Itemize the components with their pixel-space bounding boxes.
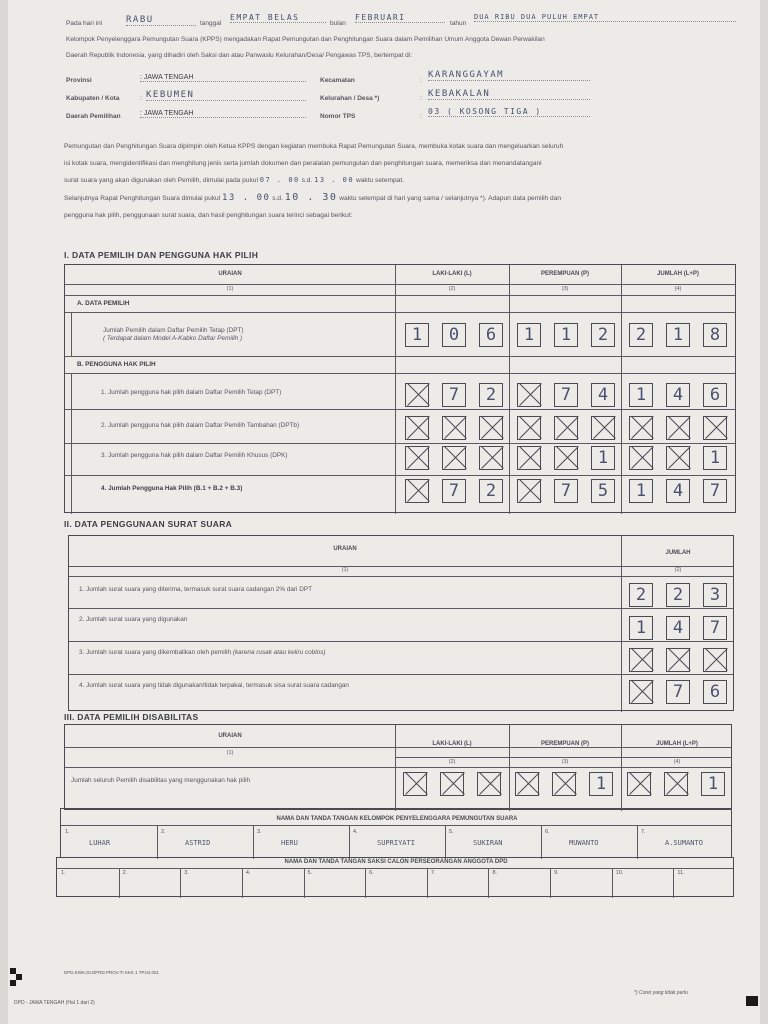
row-b1-female-digit-box: 7 xyxy=(554,383,578,407)
tps-value: 03 ( KOSONG TIGA ) xyxy=(428,107,590,117)
ballot-s2r4-digit-box: 6 xyxy=(703,680,727,704)
row-b1-label: 1. Jumlah pengguna hak pilih dalam Daftar Pemilih Tetap (DPT) xyxy=(101,389,282,396)
kpps-member-number: 7. xyxy=(641,829,646,835)
s3-col-num-2: (2) xyxy=(448,759,456,765)
row-b1-male-digit-box xyxy=(405,383,429,407)
s2-row-2-label: 2. Jumlah surat suara yang digunakan xyxy=(79,616,188,623)
witness-number: 3. xyxy=(184,870,189,876)
kpps-member-number: 4. xyxy=(353,829,358,835)
regency-label: Kabupaten / Kota xyxy=(66,95,120,102)
disability-total-digit-box xyxy=(664,772,688,796)
form-sheet: Pada hari ini RABU tanggal EMPAT BELAS bulan FEBRUARI tahun DUA RIBU DUA PULUH EMPAT Kelompok Penyelenggara Pemungutan Suara (KPPS) mengadakan Rapat Pemungutan dan Penghitungan Suara dalam Pemilihan Umum Anggota Dewan Perwakilan Daerah Republik Indonesia, yang dihadiri oleh Saksi dan atau Panwaslu Kelurahan/Desa/ Pengawas TPS, bertempat di: Provinsi : JAWA TENGAH Kabupaten / Kota : KEBUMEN Daerah Pemilihan : JAWA TENGAH Kecamatan : KARANGGAYAM Kelurahan / Desa *) : KEBAKALAN Nomor TPS : 03 ( KOSONG TIGA ) Pemungutan dan Penghitungan Suara dipimpin oleh Ketua KPPS dengan kegiatan membuka Rapat Pemungutan Suara, membuka kotak suara dan mengeluarkan seluruh isi kotak suara, mengidentifikasi dan menghitung jenis serta jumlah dokumen dan peralatan pemungutan dan penghitungan suara, memeriksa dan menandatangani surat suara yang akan digunakan oleh Pemilih, dimulai pada pukul 07 . 00 s.d. 13 . 00 waktu setempat. Selanjutnya Rapat Penghitungan Suara dimulai pukul 13 . 00 s.d. 10 . 30 waktu setempat di hari yang sama / selanjutnya *). Adapun data pemilih dan pengguna hak pilih, penggunaan surat suara, dan hasil penghitungan suara terinci sebagai berikut: I. DATA PEMILIH DAN PENGGUNA HAK PILIH URAIAN LAKI-LAKI (L) PEREMPUAN (P) JUMLAH (L+P) (1) (2) (3) (4) A. DATA PEMILIH Jumlah Pemilih dalam Daftar Pemilih Tetap (DPT) ( Terdapat dalam Model A-Kabko Daftar Pemilih ) B. PENGGUNA HAK PILIH 1. Jumlah pengguna hak pilih dalam Daftar Pemilih Tetap (DPT) 2. Jumlah pengguna hak pilih dalam Daftar Pemilih Tambahan (DPTb) 3. Jumlah pengguna hak pilih dalam Daftar Pemilih Khusus (DPK) 4. Jumlah Pengguna Hak Pilih (B.1 + B.2 + B.3) II. DATA PENGGUNAAN SURAT SUARA URAIAN JUMLAH (1) (2) 1. Jumlah surat suara yang diterima, termasuk surat suara cadangan 2% dari DPT 2. Jumlah surat suara yang digunakan 3. Jumlah surat suara yang dikembalikan oleh pemilih (karena rusak atau keliru coblos) 4. Jumlah surat suara yang tidak digunakan/tidak terpakai, termasuk sisa surat suara cadangan III. DATA PEMILIH DISABILITAS URAIAN LAKI-LAKI (L) PEREMPUAN (P) JUMLAH (L+P) (1) (2) (3) (4) Jumlah seluruh Pemilih disabilitas yang menggunakan hak pilih NAMA DAN TANDA TANGAN KELOMPOK PENYELENGGARA PEMUNGUTAN SUARA 1. LUHAR 2. ASTRID 3. HERU 4. SUPRIYATI 5. SUKIRAN 6. MUWANTO 7. A.SUMANTO NAMA DAN TANDA TANGAN SAKSI CALON PERSEORANGAN ANGGOTA DPD 1. 2. 3. 4. 5. 6. 7. 8. 9. 10. 11. DPD.KWK.DI.DPRD.PROV.TI KKK 1 TP.04.001 *) Coret yang tidak perlu DPD - JAWA TENGAH (Hal 1 dari 2) 1 0 6 1 1 2 2 1 8 7 2 7 4 1 4 6 1 1 7 2 7 5 1 4 7 2 2 3 1 4 7 7 6 1 1 xyxy=(8,0,760,1024)
witness-number: 7. xyxy=(430,870,436,876)
row-b2-female-digit-box xyxy=(554,416,578,440)
s2-col-total: JUMLAH xyxy=(665,550,691,556)
row-b3-male-digit-box xyxy=(442,446,466,470)
row-b4-total-digit-box: 7 xyxy=(703,479,727,503)
header-line-3: Daerah Republik Indonesia, yang dihadiri oleh Saksi dan atau Panwaslu Kelurahan/Desa/ Pengawas TPS, bertempat di: xyxy=(66,52,413,59)
s3-col-male: LAKI-LAKI (L) xyxy=(432,741,472,747)
s3-row-1-label: Jumlah seluruh Pemilih disabilitas yang menggunakan hak pilih xyxy=(71,777,251,784)
row-b2-male-digit-box xyxy=(405,416,429,440)
s3-col-female: PEREMPUAN (P) xyxy=(540,741,589,747)
district-label: Kecamatan xyxy=(320,77,355,84)
disability-voters-table xyxy=(64,724,732,810)
kpps-member-number: 6. xyxy=(545,829,550,835)
s2-row-3-label: 3. Jumlah surat suara yang dikembalikan oleh pemilih (karena rusak atau keliru coblos) xyxy=(79,649,326,656)
s3-col-uraian: URAIAN xyxy=(218,733,242,739)
row-a1-male-digit-box: 0 xyxy=(442,323,466,347)
col-num-2: (2) xyxy=(448,286,456,292)
row-b3-female-digit-box xyxy=(554,446,578,470)
witness-number: 10. xyxy=(615,870,624,876)
header-date-label: tanggal xyxy=(200,20,222,27)
col-num-4: (4) xyxy=(674,286,682,292)
header-day-label: Pada hari ini xyxy=(66,20,103,27)
row-b2-label: 2. Jumlah pengguna hak pilih dalam Daftar Pemilih Tambahan (DPTb) xyxy=(101,422,300,429)
footer-note: *) Coret yang tidak perlu xyxy=(634,990,688,996)
paragraph-line-1: Pemungutan dan Penghitungan Suara dipimpin oleh Ketua KPPS dengan kegiatan membuka Rapat Pemungutan Suara, membuka kotak suara dan mengeluarkan seluruh xyxy=(64,143,564,150)
header-year-label: tahun xyxy=(450,20,467,27)
row-b4-label: 4. Jumlah Pengguna Hak Pilih (B.1 + B.2 + B.3) xyxy=(101,485,243,492)
row-b3-label: 3. Jumlah pengguna hak pilih dalam Daftar Pemilih Khusus (DPK) xyxy=(101,452,288,459)
row-b3-male-digit-box xyxy=(405,446,429,470)
section-1-title: I. DATA PEMILIH DAN PENGGUNA HAK PILIH xyxy=(64,250,259,260)
row-b1-total-digit-box: 1 xyxy=(629,383,653,407)
ballot-s2r1-digit-box: 3 xyxy=(703,583,727,607)
ballot-s2r1-digit-box: 2 xyxy=(629,583,653,607)
kpps-member-number: 5. xyxy=(449,829,454,835)
s2-col-num-1: (1) xyxy=(341,567,349,573)
footer-code: DPD.KWK.DI.DPRD.PROV.TI KKK 1 TP.04.001 xyxy=(64,970,159,975)
row-b3-female-digit-box xyxy=(517,446,541,470)
section-b-title: B. PENGGUNA HAK PILIH xyxy=(77,361,156,368)
row-b4-female-digit-box: 5 xyxy=(591,479,615,503)
header-month-value: FEBRUARI xyxy=(355,13,445,23)
kpps-signature-table xyxy=(60,808,732,858)
registration-mark xyxy=(746,996,758,1006)
row-b1-male-digit-box: 2 xyxy=(479,383,503,407)
ballot-s2r2-digit-box: 1 xyxy=(629,616,653,640)
kpps-member-signature: ASTRID xyxy=(185,839,211,847)
s3-col-num-4: (4) xyxy=(673,759,681,765)
row-b2-total-digit-box xyxy=(703,416,727,440)
registration-mark xyxy=(10,980,16,986)
ballot-s2r2-digit-box: 4 xyxy=(666,616,690,640)
regency-value: KEBUMEN xyxy=(146,90,306,101)
electoral-district-value: : JAWA TENGAH xyxy=(140,110,306,118)
witness-number: 11. xyxy=(677,870,685,876)
row-b3-male-digit-box xyxy=(479,446,503,470)
province-label: Provinsi xyxy=(66,77,92,84)
ballot-s2r4-digit-box xyxy=(629,680,653,704)
s2-row-4-label: 4. Jumlah surat suara yang tidak digunakan/tidak terpakai, termasuk sisa surat suara cadangan xyxy=(79,682,349,689)
header-line-2: Kelompok Penyelenggara Pemungutan Suara (KPPS) mengadakan Rapat Pemungutan dan Penghitungan Suara dalam Pemilihan Umum Anggota Dewan Perwakilan xyxy=(66,36,545,43)
witness-number: 6. xyxy=(369,870,374,876)
witness-number: 8. xyxy=(492,870,498,876)
row-a1-female-digit-box: 2 xyxy=(591,323,615,347)
disability-male-digit-box xyxy=(440,772,464,796)
row-a1-label: Jumlah Pemilih dalam Daftar Pemilih Tetap (DPT) xyxy=(103,327,244,334)
header-day-value: RABU xyxy=(126,15,196,26)
ballot-s2r2-digit-box: 7 xyxy=(703,616,727,640)
disability-female-digit-box xyxy=(515,772,539,796)
province-value: : JAWA TENGAH xyxy=(140,74,306,82)
kpps-member-signature: SUPRIYATI xyxy=(377,839,415,847)
row-b1-male-digit-box: 7 xyxy=(442,383,466,407)
row-b2-male-digit-box xyxy=(479,416,503,440)
witness-number: 4. xyxy=(245,870,251,876)
row-b4-male-digit-box xyxy=(405,479,429,503)
row-b1-total-digit-box: 6 xyxy=(703,383,727,407)
col-num-3: (3) xyxy=(561,286,569,292)
ballot-s2r3-digit-box xyxy=(703,648,727,672)
kpps-member-signature: HERU xyxy=(281,839,298,847)
kpps-member-signature: LUHAR xyxy=(89,839,111,847)
paragraph-line-2: isi kotak suara, mengidentifikasi dan menghitung jenis serta jumlah dokumen dan peralatan pemungutan dan penghitungan suara, memeriksa dan menandatangani xyxy=(64,160,542,167)
row-a1-female-digit-box: 1 xyxy=(554,323,578,347)
ballot-s2r3-digit-box xyxy=(666,648,690,672)
disability-total-digit-box xyxy=(627,772,651,796)
row-b2-total-digit-box xyxy=(629,416,653,440)
row-b4-female-digit-box: 7 xyxy=(554,479,578,503)
row-b2-female-digit-box xyxy=(517,416,541,440)
col-female: PEREMPUAN (P) xyxy=(540,271,589,277)
section-2-title: II. DATA PENGGUNAAN SURAT SUARA xyxy=(64,519,233,529)
row-b2-female-digit-box xyxy=(591,416,615,440)
row-b2-total-digit-box xyxy=(666,416,690,440)
col-total: JUMLAH (L+P) xyxy=(657,271,699,277)
witness-number: 5. xyxy=(307,870,313,876)
registration-mark xyxy=(16,974,22,980)
row-b3-total-digit-box: 1 xyxy=(703,446,727,470)
row-b1-female-digit-box xyxy=(517,383,541,407)
s2-col-num-2: (2) xyxy=(674,567,682,573)
row-a1-total-digit-box: 8 xyxy=(703,323,727,347)
row-a1-male-digit-box: 1 xyxy=(405,323,429,347)
kpps-member-number: 1. xyxy=(65,829,70,835)
proceedings-paragraph xyxy=(64,138,744,224)
col-uraian: URAIAN xyxy=(218,271,242,277)
kpps-member-signature: MUWANTO xyxy=(569,839,599,847)
kpps-signature-title: NAMA DAN TANDA TANGAN KELOMPOK PENYELENGGARA PEMUNGUTAN SUARA xyxy=(276,816,518,822)
disability-male-digit-box xyxy=(477,772,501,796)
paragraph-line-4: Selanjutnya Rapat Penghitungan Suara dimulai pukul 13 . 00 s.d. 10 . 30 waktu setempat di hari yang sama / selanjutnya *). Adapun data pemilih dan xyxy=(64,192,562,203)
disability-female-digit-box: 1 xyxy=(589,772,613,796)
s3-col-total: JUMLAH (L+P) xyxy=(656,741,698,747)
row-a1-total-digit-box: 1 xyxy=(666,323,690,347)
kpps-member-signature: SUKIRAN xyxy=(473,839,503,847)
row-a1-total-digit-box: 2 xyxy=(629,323,653,347)
section-a-title: A. DATA PEMILIH xyxy=(77,300,130,307)
paragraph-line-5: pengguna hak pilih, penggunaan surat suara, dan hasil penghitungan suara terinci sebagai berikut: xyxy=(64,212,353,219)
header-month-label: bulan xyxy=(330,20,346,27)
kpps-member-number: 2. xyxy=(161,829,166,835)
disability-male-digit-box xyxy=(403,772,427,796)
village-value: KEBAKALAN xyxy=(428,89,590,100)
witness-number: 1. xyxy=(61,870,66,876)
witness-number: 2. xyxy=(122,870,128,876)
row-b4-total-digit-box: 1 xyxy=(629,479,653,503)
tps-label: Nomor TPS xyxy=(320,113,356,120)
ballot-s2r3-digit-box xyxy=(629,648,653,672)
s2-row-1-label: 1. Jumlah surat suara yang diterima, termasuk surat suara cadangan 2% dari DPT xyxy=(79,586,313,593)
witness-number: 9. xyxy=(554,870,559,876)
ballot-s2r1-digit-box: 2 xyxy=(666,583,690,607)
row-b4-female-digit-box xyxy=(517,479,541,503)
header-date-value: EMPAT BELAS xyxy=(230,13,326,23)
row-b2-male-digit-box xyxy=(442,416,466,440)
row-b3-total-digit-box xyxy=(666,446,690,470)
row-a1-female-digit-box: 1 xyxy=(517,323,541,347)
disability-total-digit-box: 1 xyxy=(701,772,725,796)
section-3-title: III. DATA PEMILIH DISABILITAS xyxy=(64,712,199,722)
row-b4-male-digit-box: 2 xyxy=(479,479,503,503)
district-value: KARANGGAYAM xyxy=(428,70,590,81)
witness-signature-title: NAMA DAN TANDA TANGAN SAKSI CALON PERSEORANGAN ANGGOTA DPD xyxy=(284,859,508,865)
row-b3-total-digit-box xyxy=(629,446,653,470)
row-b4-male-digit-box: 7 xyxy=(442,479,466,503)
electoral-district-label: Daerah Pemilihan xyxy=(66,113,121,120)
disability-female-digit-box xyxy=(552,772,576,796)
col-male: LAKI-LAKI (L) xyxy=(432,271,472,277)
paragraph-line-3: surat suara yang akan digunakan oleh Pemilih, dimulai pada pukul 07 . 00 s.d. 13 . 00 waktu setempat. xyxy=(64,176,404,184)
row-a1-male-digit-box: 6 xyxy=(479,323,503,347)
row-b1-female-digit-box: 4 xyxy=(591,383,615,407)
row-b3-female-digit-box: 1 xyxy=(591,446,615,470)
row-b4-total-digit-box: 4 xyxy=(666,479,690,503)
s2-col-uraian: URAIAN xyxy=(333,546,357,552)
col-num-1: (1) xyxy=(226,286,234,292)
kpps-member-signature: A.SUMANTO xyxy=(665,839,703,847)
kpps-member-number: 3. xyxy=(257,829,262,835)
s3-col-num-3: (3) xyxy=(561,759,569,765)
row-b1-total-digit-box: 4 xyxy=(666,383,690,407)
row-a1-sublabel: ( Terdapat dalam Model A-Kabko Daftar Pemilih ) xyxy=(103,335,243,342)
footer-page: DPD - JAWA TENGAH (Hal 1 dari 2) xyxy=(14,1000,95,1006)
dpd-witness-signature-table xyxy=(56,857,734,897)
header-year-value: DUA RIBU DUA PULUH EMPAT xyxy=(474,13,736,22)
village-label: Kelurahan / Desa *) xyxy=(320,95,380,102)
ballot-s2r4-digit-box: 7 xyxy=(666,680,690,704)
s3-col-num-1: (1) xyxy=(226,750,234,756)
